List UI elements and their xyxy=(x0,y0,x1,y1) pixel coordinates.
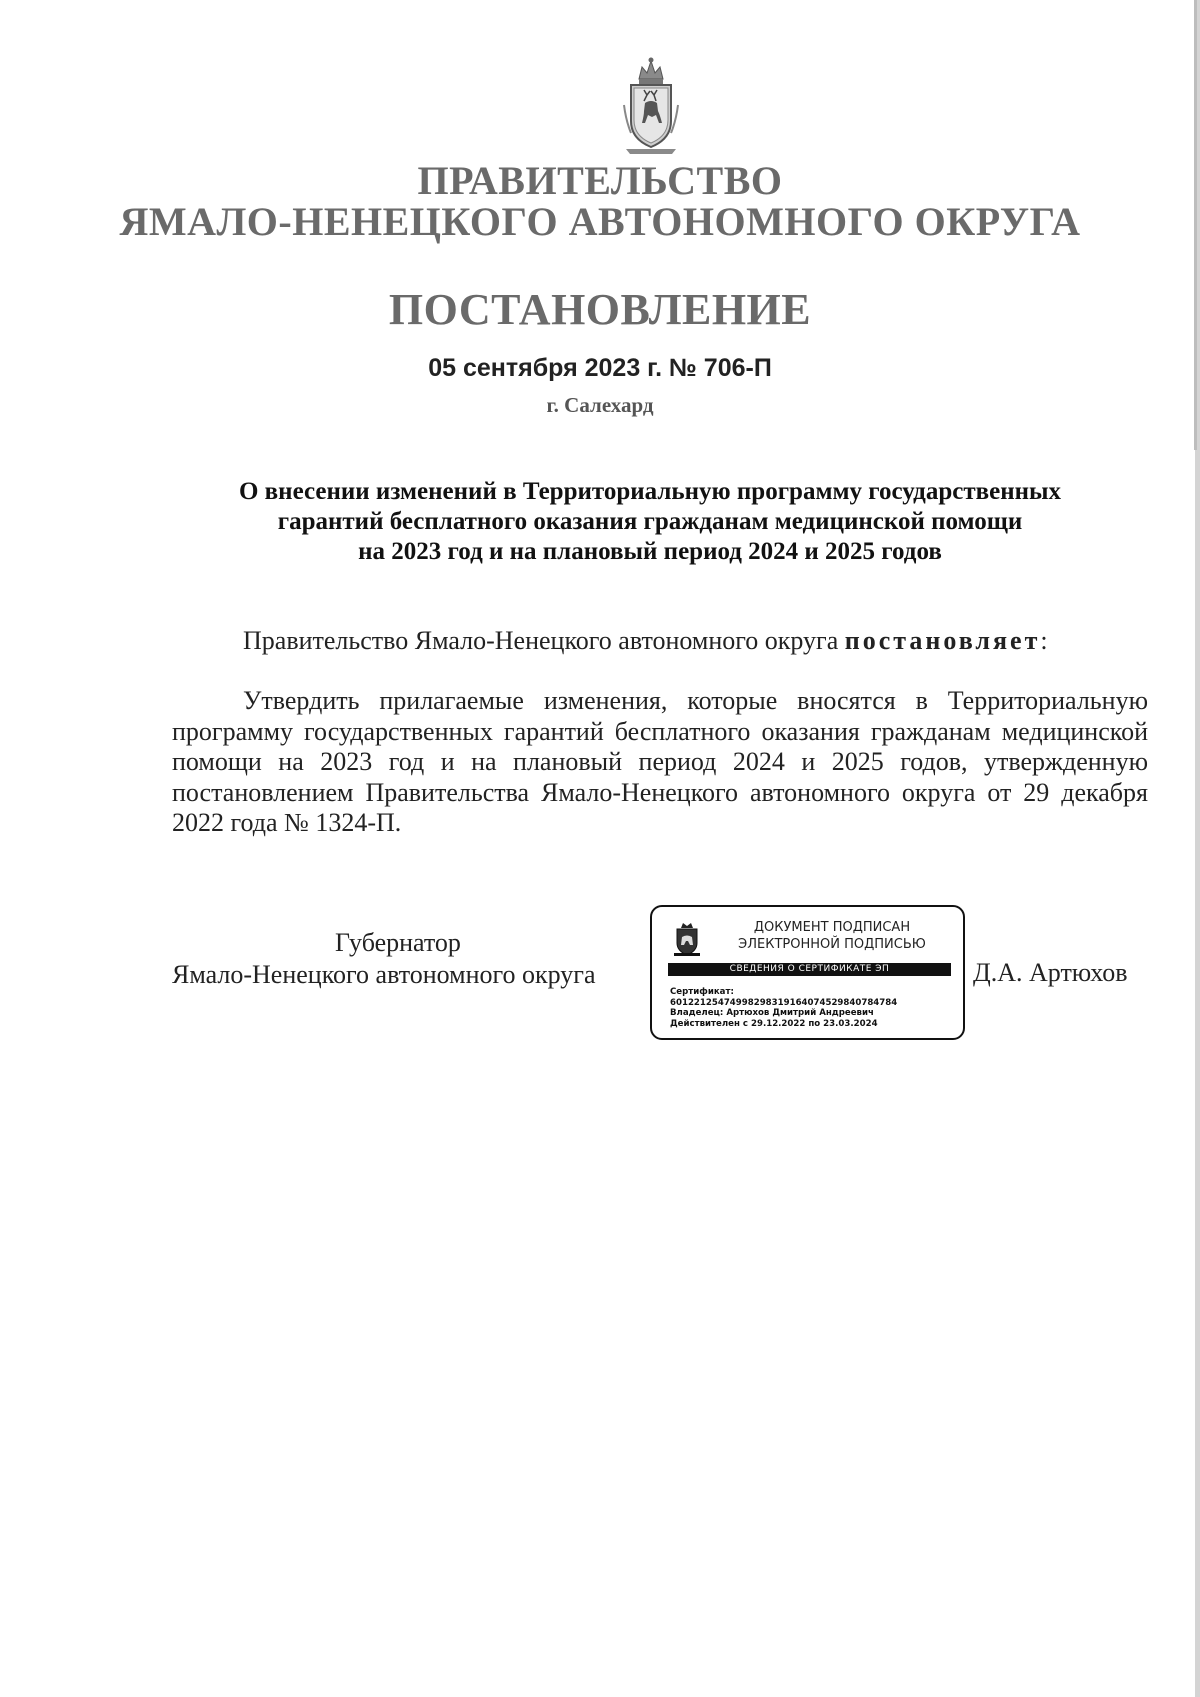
stamp-certificate-info xyxy=(670,987,897,1029)
stamp-owner: Владелец: Артюхов Дмитрий Андреевич xyxy=(670,1008,874,1018)
document-title-line3: на 2023 год и на плановый период 2024 и 2025 годов xyxy=(358,538,942,565)
signatory-position: Губернатор xyxy=(335,928,461,957)
electronic-signature-stamp xyxy=(650,905,965,1040)
stamp-heading-line1: ДОКУМЕНТ ПОДПИСАН xyxy=(753,920,911,935)
stamp-heading-line2: ЭЛЕКТРОННОЙ ПОДПИСЬЮ xyxy=(738,937,926,952)
signatory-name: Д.А. Артюхов xyxy=(973,958,1128,987)
preamble-verb: постановляет xyxy=(844,626,1041,655)
stamp-heading xyxy=(712,919,952,953)
resolution-body-paragraph: Утвердить прилагаемые изменения, которые вносятся в Территориальную программу государственных гарантий бесплатного оказания гражданам медицинской помощи на 2023 год и на плановый период 2024 и 2025 годов, утвержденную постановлением Правительства Ямало-Ненецкого автономного округа от 29 декабря 2022 года № 1324-П. xyxy=(172,686,1148,837)
preamble-colon: : xyxy=(1040,626,1048,655)
document-type: ПОСТАНОВЛЕНИЕ xyxy=(388,285,812,334)
document-city: г. Салехард xyxy=(546,393,654,417)
stamp-validity: Действителен с 29.12.2022 по 23.03.2024 xyxy=(670,1018,878,1029)
document-date-number: 05 сентября 2023 г. № 706-П xyxy=(428,354,772,382)
stamp-certificate-bar: СВЕДЕНИЯ О СЕРТИФИКАТЕ ЭП xyxy=(668,963,951,976)
organization-name-line1: ПРАВИТЕЛЬСТВО xyxy=(417,158,783,203)
stamp-cert-label: Сертификат: xyxy=(670,987,734,997)
organization-name-line2: ЯМАЛО-НЕНЕЦКОГО АВТОНОМНОГО ОКРУГА xyxy=(119,199,1081,244)
document-title-line1: О внесении изменений в Территориальную программу государственных xyxy=(238,478,1062,505)
signatory-region: Ямало-Ненецкого автономного округа xyxy=(172,960,596,989)
stamp-cert-number: 6012212547499829831916407452984078478​4 xyxy=(670,997,898,1008)
document-title-line2: гарантий бесплатного оказания гражданам медицинской помощи xyxy=(277,508,1023,535)
coat-of-arms-icon xyxy=(620,55,682,155)
resolution-preamble xyxy=(243,626,1048,656)
stamp-emblem-icon xyxy=(672,921,702,957)
preamble-text: Правительство Ямало-Ненецкого автономного округа xyxy=(243,626,845,655)
